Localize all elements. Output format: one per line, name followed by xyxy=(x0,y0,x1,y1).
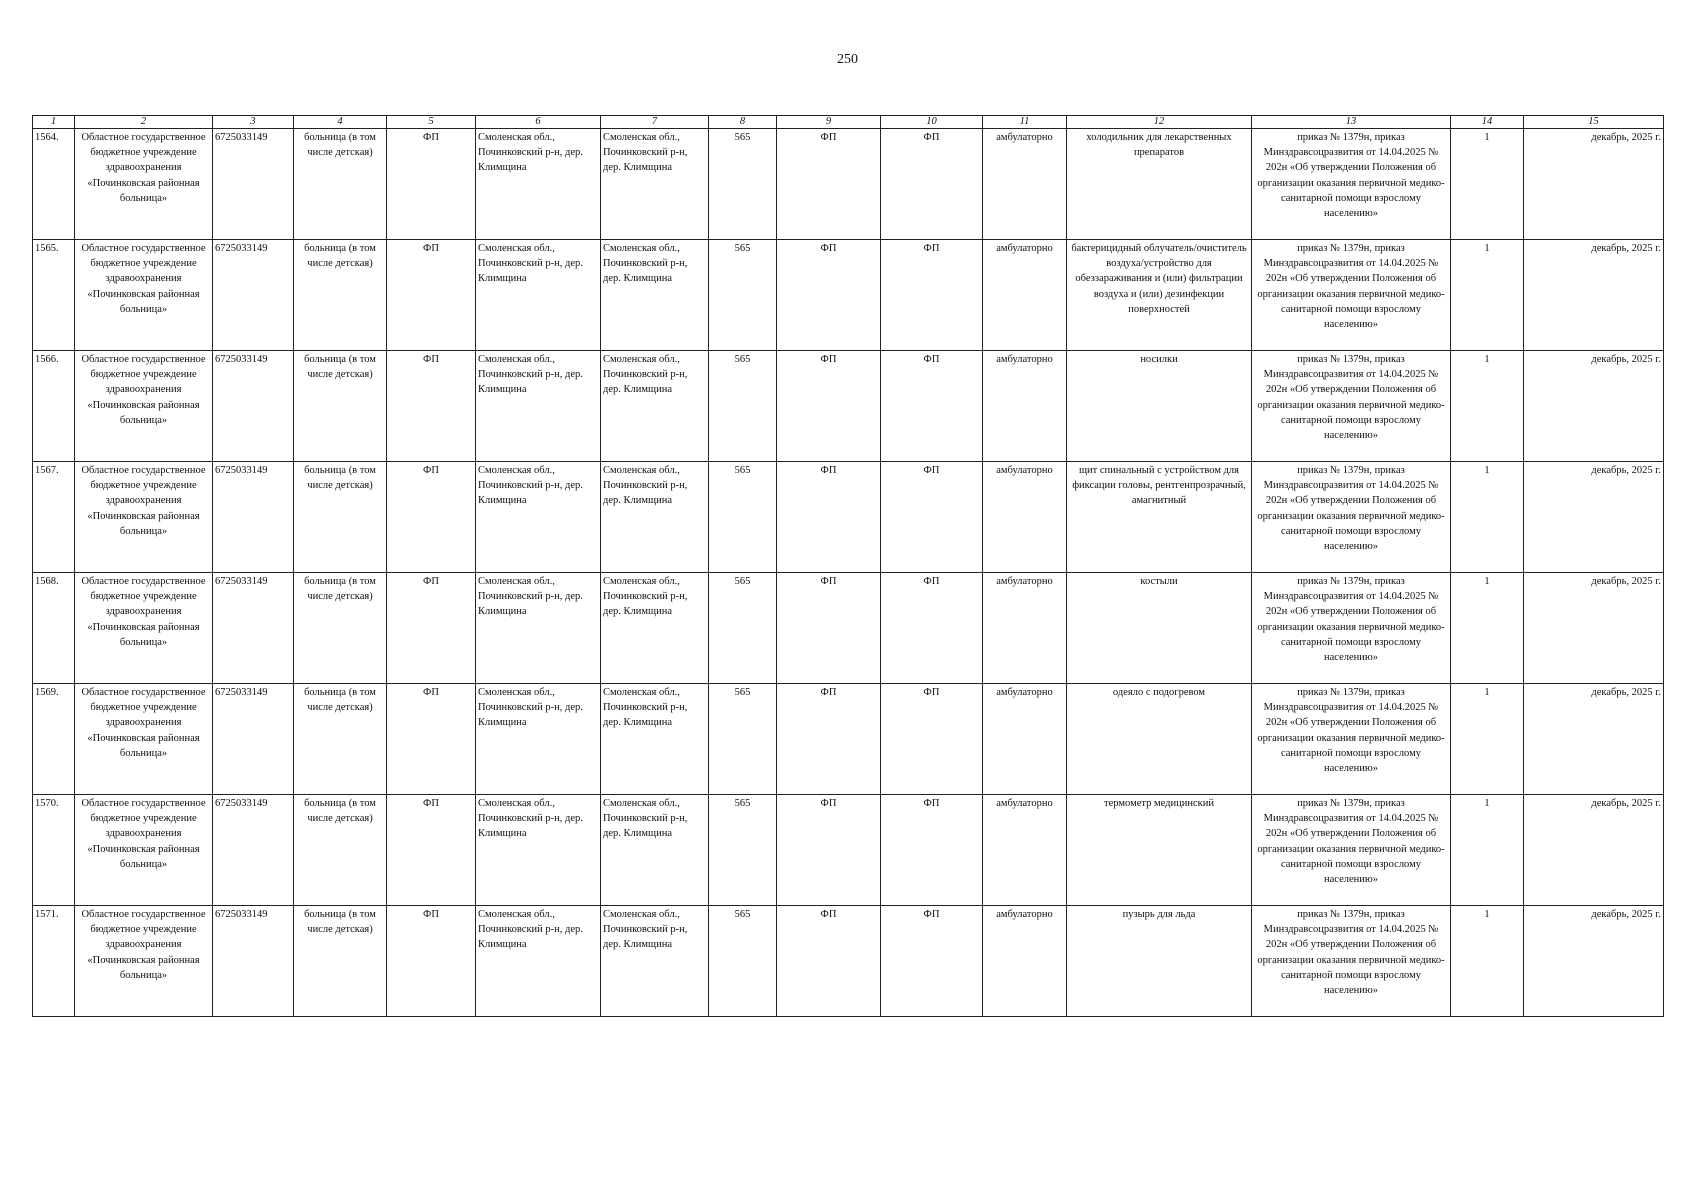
location-cell: Смоленская обл., Починковский р-н, дер. Климщина xyxy=(601,462,709,573)
unit-cell: ФП xyxy=(387,351,476,462)
organization-name: Областное государственное бюджетное учреждение здравоохранения «Починковская районная больница» xyxy=(75,795,213,906)
code-cell: 565 xyxy=(709,462,777,573)
facility-type: больница (в том числе детская) xyxy=(294,795,387,906)
column-header-5: 5 xyxy=(387,116,476,129)
inn-cell: 6725033149 xyxy=(213,129,294,240)
table-row xyxy=(33,906,1664,1017)
row-number: 1568. xyxy=(33,573,75,684)
code-cell: 565 xyxy=(709,906,777,1017)
equipment-name: пузырь для льда xyxy=(1067,906,1252,1017)
table-row xyxy=(33,462,1664,573)
regulation-order: приказ № 1379н, приказ Минздравсоцразвития от 14.04.2025 № 202н «Об утверждении Положения об организации оказания первичной медико-санитарной помощи взрослому населению» xyxy=(1252,351,1451,462)
equipment-name: одеяло с подогревом xyxy=(1067,684,1252,795)
facility-type: больница (в том числе детская) xyxy=(294,351,387,462)
table-row xyxy=(33,795,1664,906)
address-cell: Смоленская обл., Починковский р-н, дер. Климщина xyxy=(476,906,601,1017)
regulation-order: приказ № 1379н, приказ Минздравсоцразвития от 14.04.2025 № 202н «Об утверждении Положения об организации оказания первичной медико-санитарной помощи взрослому населению» xyxy=(1252,462,1451,573)
quantity-cell: 1 xyxy=(1451,684,1524,795)
location-cell: Смоленская обл., Починковский р-н, дер. Климщина xyxy=(601,795,709,906)
care-mode: амбулаторно xyxy=(983,462,1067,573)
column-header-12: 12 xyxy=(1067,116,1252,129)
row-number: 1566. xyxy=(33,351,75,462)
unit-cell: ФП xyxy=(387,462,476,573)
quantity-cell: 1 xyxy=(1451,351,1524,462)
col9-cell: ФП xyxy=(777,684,881,795)
col9-cell: ФП xyxy=(777,573,881,684)
col10-cell: ФП xyxy=(881,129,983,240)
row-number: 1570. xyxy=(33,795,75,906)
deadline-cell: декабрь, 2025 г. xyxy=(1524,684,1664,795)
table-row xyxy=(33,129,1664,240)
location-cell: Смоленская обл., Починковский р-н, дер. Климщина xyxy=(601,684,709,795)
col9-cell: ФП xyxy=(777,906,881,1017)
equipment-name: термометр медицинский xyxy=(1067,795,1252,906)
facility-type: больница (в том числе детская) xyxy=(294,573,387,684)
care-mode: амбулаторно xyxy=(983,573,1067,684)
address-cell: Смоленская обл., Починковский р-н, дер. Климщина xyxy=(476,462,601,573)
organization-name: Областное государственное бюджетное учреждение здравоохранения «Починковская районная больница» xyxy=(75,573,213,684)
organization-name: Областное государственное бюджетное учреждение здравоохранения «Починковская районная больница» xyxy=(75,462,213,573)
row-number: 1569. xyxy=(33,684,75,795)
column-header-13: 13 xyxy=(1252,116,1451,129)
care-mode: амбулаторно xyxy=(983,684,1067,795)
deadline-cell: декабрь, 2025 г. xyxy=(1524,906,1664,1017)
location-cell: Смоленская обл., Починковский р-н, дер. Климщина xyxy=(601,906,709,1017)
column-header-9: 9 xyxy=(777,116,881,129)
column-header-2: 2 xyxy=(75,116,213,129)
table-row xyxy=(33,684,1664,795)
deadline-cell: декабрь, 2025 г. xyxy=(1524,351,1664,462)
care-mode: амбулаторно xyxy=(983,906,1067,1017)
unit-cell: ФП xyxy=(387,129,476,240)
column-header-3: 3 xyxy=(213,116,294,129)
unit-cell: ФП xyxy=(387,795,476,906)
unit-cell: ФП xyxy=(387,573,476,684)
deadline-cell: декабрь, 2025 г. xyxy=(1524,462,1664,573)
organization-name: Областное государственное бюджетное учреждение здравоохранения «Починковская районная больница» xyxy=(75,684,213,795)
code-cell: 565 xyxy=(709,129,777,240)
inn-cell: 6725033149 xyxy=(213,906,294,1017)
regulation-order: приказ № 1379н, приказ Минздравсоцразвития от 14.04.2025 № 202н «Об утверждении Положения об организации оказания первичной медико-санитарной помощи взрослому населению» xyxy=(1252,906,1451,1017)
col9-cell: ФП xyxy=(777,129,881,240)
code-cell: 565 xyxy=(709,573,777,684)
inn-cell: 6725033149 xyxy=(213,462,294,573)
unit-cell: ФП xyxy=(387,240,476,351)
column-header-6: 6 xyxy=(476,116,601,129)
address-cell: Смоленская обл., Починковский р-н, дер. Климщина xyxy=(476,129,601,240)
facility-type: больница (в том числе детская) xyxy=(294,684,387,795)
quantity-cell: 1 xyxy=(1451,129,1524,240)
location-cell: Смоленская обл., Починковский р-н, дер. Климщина xyxy=(601,351,709,462)
address-cell: Смоленская обл., Починковский р-н, дер. Климщина xyxy=(476,573,601,684)
col10-cell: ФП xyxy=(881,684,983,795)
address-cell: Смоленская обл., Починковский р-н, дер. Климщина xyxy=(476,240,601,351)
equipment-name: носилки xyxy=(1067,351,1252,462)
code-cell: 565 xyxy=(709,240,777,351)
location-cell: Смоленская обл., Починковский р-н, дер. Климщина xyxy=(601,129,709,240)
care-mode: амбулаторно xyxy=(983,240,1067,351)
inn-cell: 6725033149 xyxy=(213,795,294,906)
col9-cell: ФП xyxy=(777,351,881,462)
column-header-8: 8 xyxy=(709,116,777,129)
table-body xyxy=(33,129,1664,1017)
regulation-order: приказ № 1379н, приказ Минздравсоцразвития от 14.04.2025 № 202н «Об утверждении Положения об организации оказания первичной медико-санитарной помощи взрослому населению» xyxy=(1252,129,1451,240)
inn-cell: 6725033149 xyxy=(213,240,294,351)
table-row xyxy=(33,240,1664,351)
equipment-name: холодильник для лекарственных препаратов xyxy=(1067,129,1252,240)
deadline-cell: декабрь, 2025 г. xyxy=(1524,795,1664,906)
organization-name: Областное государственное бюджетное учреждение здравоохранения «Починковская районная больница» xyxy=(75,351,213,462)
location-cell: Смоленская обл., Починковский р-н, дер. Климщина xyxy=(601,573,709,684)
col9-cell: ФП xyxy=(777,795,881,906)
address-cell: Смоленская обл., Починковский р-н, дер. Климщина xyxy=(476,684,601,795)
regulation-order: приказ № 1379н, приказ Минздравсоцразвития от 14.04.2025 № 202н «Об утверждении Положения об организации оказания первичной медико-санитарной помощи взрослому населению» xyxy=(1252,684,1451,795)
column-header-1: 1 xyxy=(33,116,75,129)
quantity-cell: 1 xyxy=(1451,906,1524,1017)
inn-cell: 6725033149 xyxy=(213,351,294,462)
table-row xyxy=(33,573,1664,684)
col10-cell: ФП xyxy=(881,573,983,684)
facility-type: больница (в том числе детская) xyxy=(294,129,387,240)
header-row xyxy=(33,116,1664,129)
address-cell: Смоленская обл., Починковский р-н, дер. Климщина xyxy=(476,795,601,906)
quantity-cell: 1 xyxy=(1451,795,1524,906)
equipment-name: бактерицидный облучатель/очиститель воздуха/устройство для обеззараживания и (или) фильтрации воздуха и (или) дезинфекции поверхностей xyxy=(1067,240,1252,351)
regulation-order: приказ № 1379н, приказ Минздравсоцразвития от 14.04.2025 № 202н «Об утверждении Положения об организации оказания первичной медико-санитарной помощи взрослому населению» xyxy=(1252,240,1451,351)
col10-cell: ФП xyxy=(881,240,983,351)
organization-name: Областное государственное бюджетное учреждение здравоохранения «Починковская районная больница» xyxy=(75,906,213,1017)
care-mode: амбулаторно xyxy=(983,795,1067,906)
quantity-cell: 1 xyxy=(1451,573,1524,684)
row-number: 1567. xyxy=(33,462,75,573)
organization-name: Областное государственное бюджетное учреждение здравоохранения «Починковская районная больница» xyxy=(75,240,213,351)
equipment-name: щит спинальный с устройством для фиксации головы, рентгенпрозрачный, амагнитный xyxy=(1067,462,1252,573)
deadline-cell: декабрь, 2025 г. xyxy=(1524,129,1664,240)
row-number: 1571. xyxy=(33,906,75,1017)
deadline-cell: декабрь, 2025 г. xyxy=(1524,573,1664,684)
facility-type: больница (в том числе детская) xyxy=(294,240,387,351)
facility-type: больница (в том числе детская) xyxy=(294,462,387,573)
regulation-order: приказ № 1379н, приказ Минздравсоцразвития от 14.04.2025 № 202н «Об утверждении Положения об организации оказания первичной медико-санитарной помощи взрослому населению» xyxy=(1252,573,1451,684)
location-cell: Смоленская обл., Починковский р-н, дер. Климщина xyxy=(601,240,709,351)
column-header-4: 4 xyxy=(294,116,387,129)
organization-name: Областное государственное бюджетное учреждение здравоохранения «Починковская районная больница» xyxy=(75,129,213,240)
column-header-10: 10 xyxy=(881,116,983,129)
column-header-14: 14 xyxy=(1451,116,1524,129)
inn-cell: 6725033149 xyxy=(213,684,294,795)
code-cell: 565 xyxy=(709,795,777,906)
care-mode: амбулаторно xyxy=(983,129,1067,240)
deadline-cell: декабрь, 2025 г. xyxy=(1524,240,1664,351)
col9-cell: ФП xyxy=(777,240,881,351)
col9-cell: ФП xyxy=(777,462,881,573)
table-header xyxy=(33,116,1664,129)
code-cell: 565 xyxy=(709,684,777,795)
address-cell: Смоленская обл., Починковский р-н, дер. Климщина xyxy=(476,351,601,462)
column-header-15: 15 xyxy=(1524,116,1664,129)
inn-cell: 6725033149 xyxy=(213,573,294,684)
code-cell: 565 xyxy=(709,351,777,462)
page-number: 250 xyxy=(837,52,858,67)
equipment-name: костыли xyxy=(1067,573,1252,684)
col10-cell: ФП xyxy=(881,351,983,462)
care-mode: амбулаторно xyxy=(983,351,1067,462)
facility-type: больница (в том числе детская) xyxy=(294,906,387,1017)
unit-cell: ФП xyxy=(387,684,476,795)
regulation-order: приказ № 1379н, приказ Минздравсоцразвития от 14.04.2025 № 202н «Об утверждении Положения об организации оказания первичной медико-санитарной помощи взрослому населению» xyxy=(1252,795,1451,906)
equipment-registry-table xyxy=(32,115,1664,1017)
column-header-11: 11 xyxy=(983,116,1067,129)
col10-cell: ФП xyxy=(881,906,983,1017)
row-number: 1565. xyxy=(33,240,75,351)
column-header-7: 7 xyxy=(601,116,709,129)
row-number: 1564. xyxy=(33,129,75,240)
table-row xyxy=(33,351,1664,462)
col10-cell: ФП xyxy=(881,462,983,573)
quantity-cell: 1 xyxy=(1451,462,1524,573)
unit-cell: ФП xyxy=(387,906,476,1017)
quantity-cell: 1 xyxy=(1451,240,1524,351)
col10-cell: ФП xyxy=(881,795,983,906)
